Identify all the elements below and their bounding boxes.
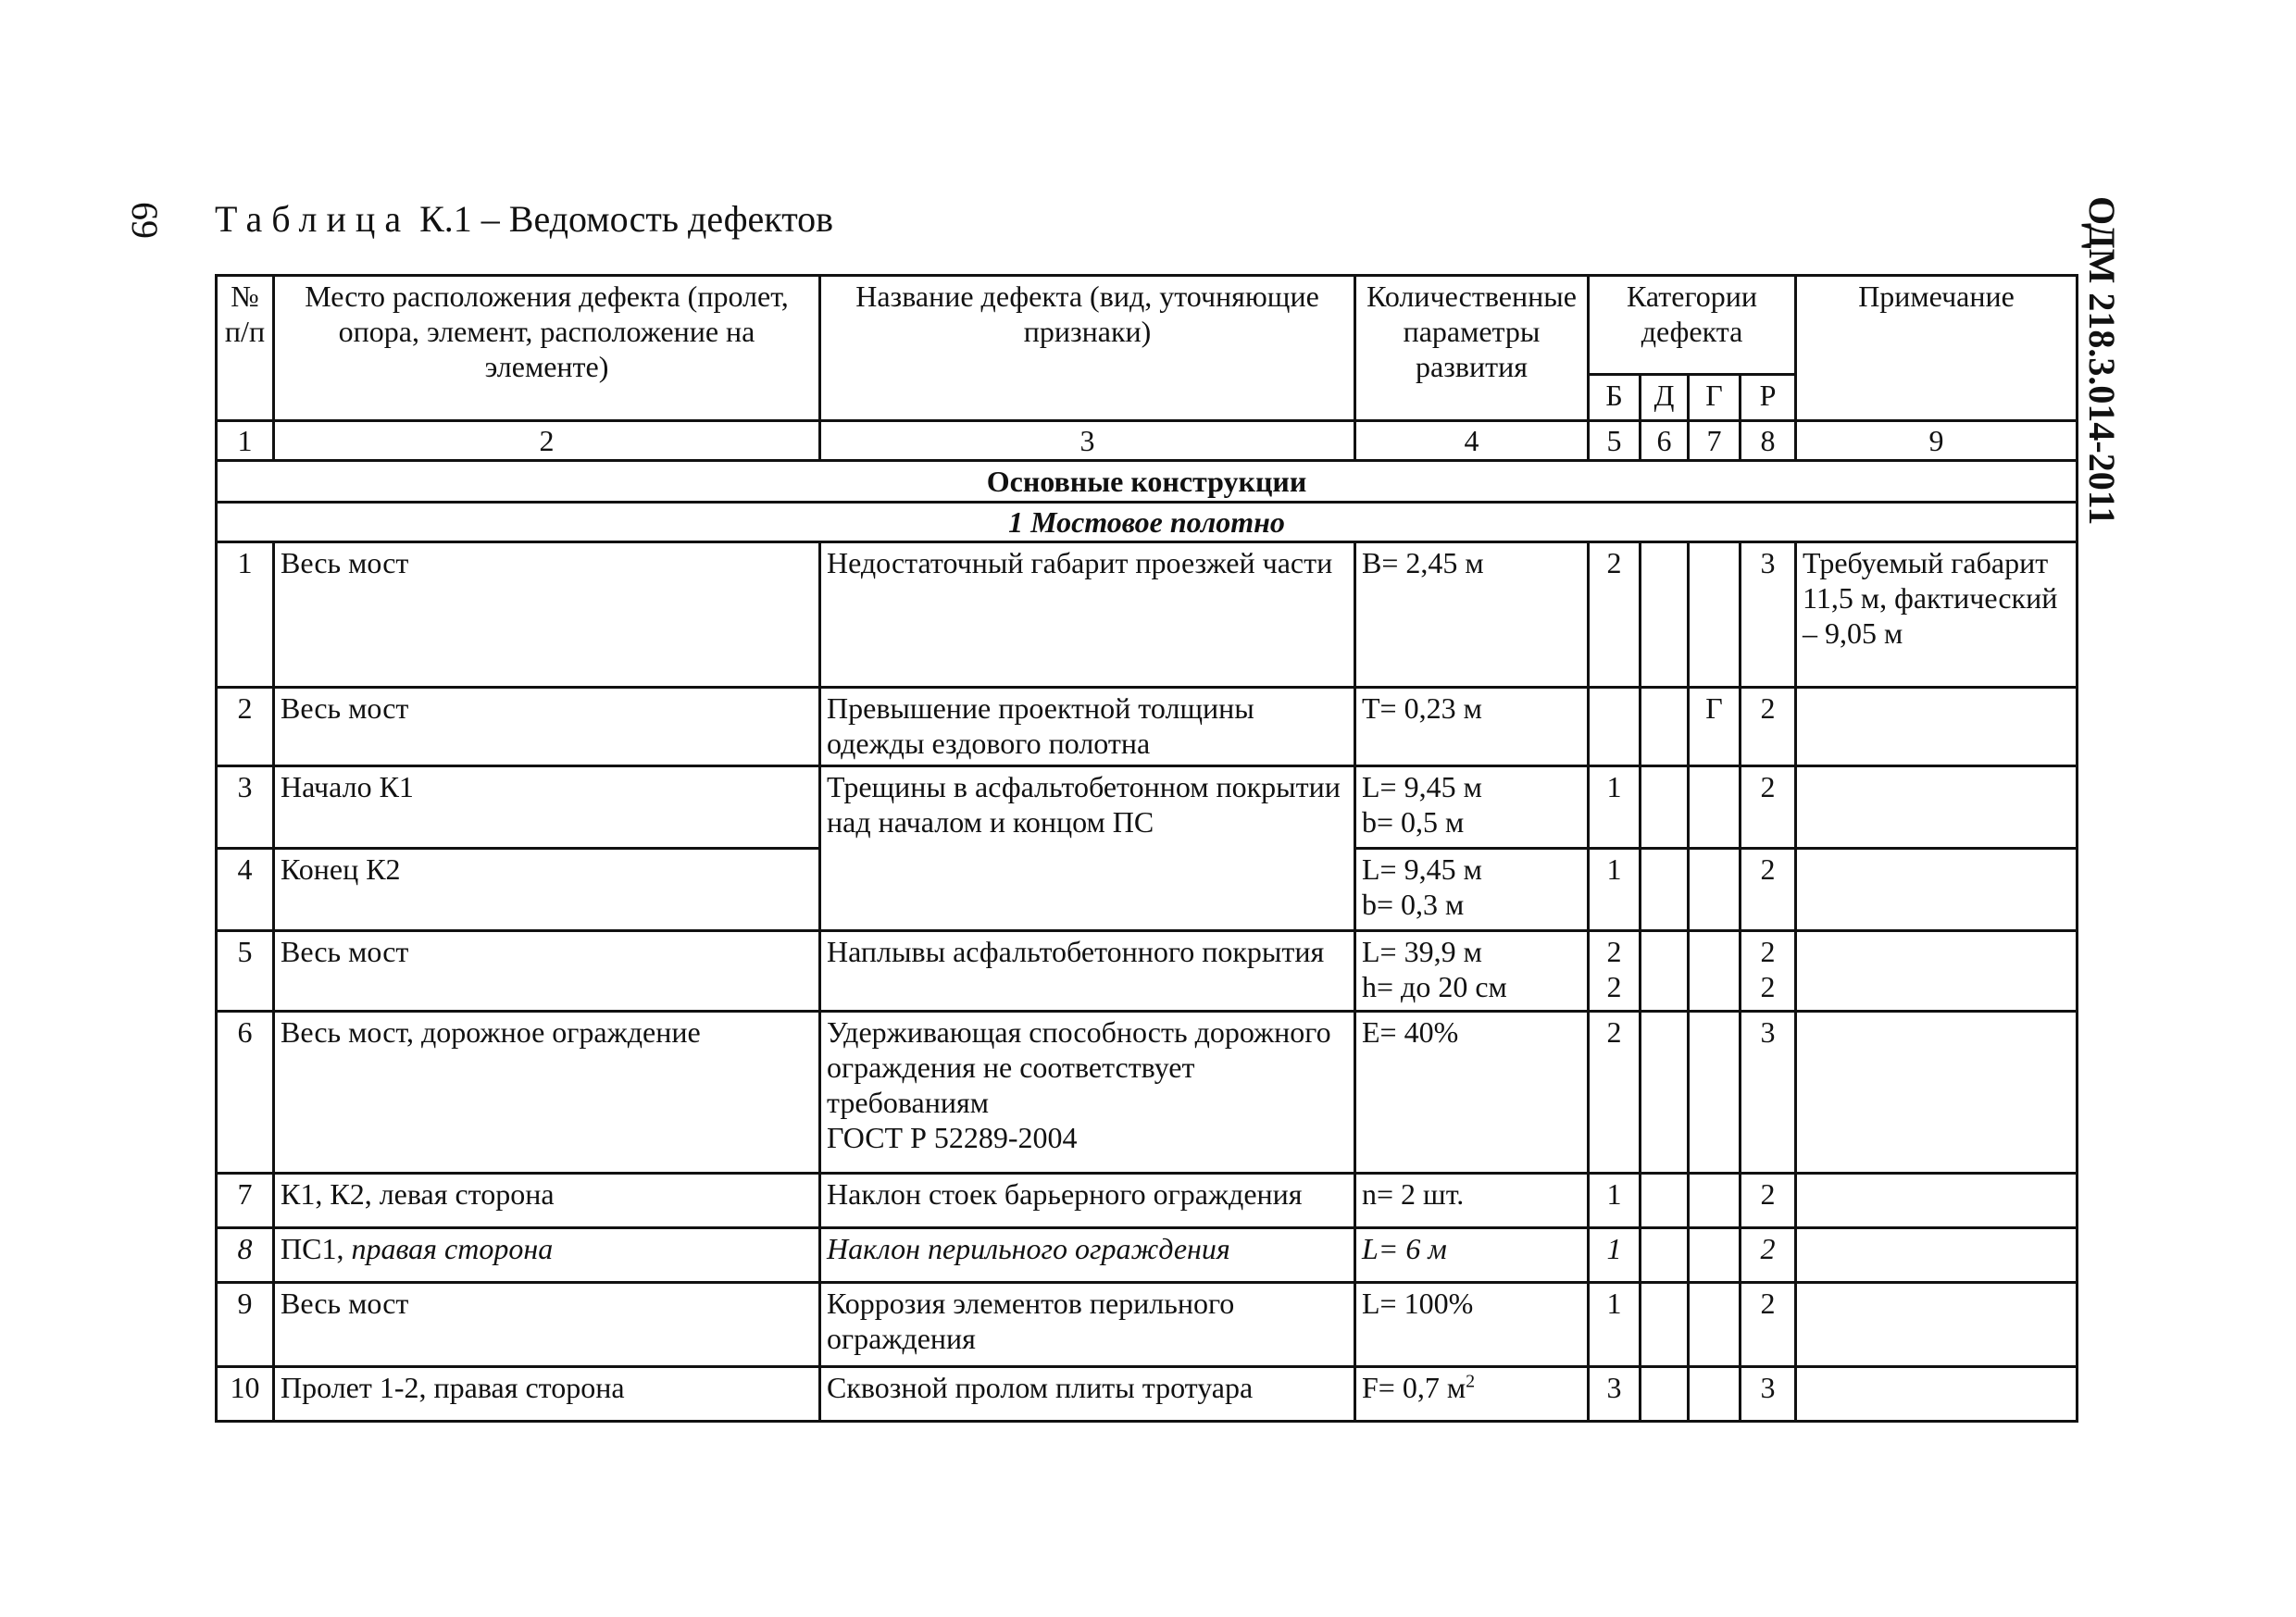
col-number: 9 [1796,421,2078,461]
row-notes [1796,1283,2078,1367]
table-row [217,1174,2078,1228]
row-cat-g [1689,542,1741,688]
row-location-part: правая сторона [351,1232,554,1265]
header-name: Название дефекта (вид, уточняющие признаки) [820,276,1355,421]
row-param-line: b= 0,3 м [1362,888,1465,921]
row-params [1355,849,1589,931]
row-cat-d [1641,766,1689,849]
row-defect-standard: ГОСТ Р 52289-2004 [827,1121,1078,1154]
col-number: 1 [217,421,274,461]
col-number: 4 [1355,421,1589,461]
row-cat-d [1641,1012,1689,1174]
row-cat-g [1689,1283,1741,1367]
row-cat-b: 1 [1589,1174,1641,1228]
row-cat-r [1741,931,1796,1012]
header-cat-r: Р [1741,375,1796,421]
row-cat-line: 2 [1760,935,1776,968]
row-cat-d [1641,849,1689,931]
row-cat-g [1689,1174,1741,1228]
header-no: № п/п [217,276,274,421]
row-cat-g: Г [1689,688,1741,766]
row-cat-g [1689,766,1741,849]
row-notes [1796,766,2078,849]
row-param-line: h= до 20 см [1362,970,1507,1003]
row-cat-b: 1 [1589,849,1641,931]
row-location: Начало К1 [274,766,820,849]
row-cat-r: 2 [1741,766,1796,849]
table-row [217,542,2078,688]
row-notes [1796,849,2078,931]
row-cat-d [1641,1174,1689,1228]
row-defect-name: Коррозия элементов перильного ограждения [820,1283,1355,1367]
document-code: ОДМ 218.3.014-2011 [2081,196,2123,526]
row-cat-r: 2 [1741,1174,1796,1228]
row-cat-g [1689,1228,1741,1283]
row-no: 8 [217,1228,274,1283]
header-location: Место расположения дефекта (пролет, опора, элемент, расположение на элементе) [274,276,820,421]
row-location: Весь мост [274,542,820,688]
row-param-line: L= 39,9 м [1362,935,1482,968]
table-title-lead: Таблица [215,198,411,240]
row-cat-d [1641,688,1689,766]
row-location: Конец К2 [274,849,820,931]
row-location [274,1228,820,1283]
row-no: 4 [217,849,274,931]
row-notes [1796,688,2078,766]
row-param-superscript: 2 [1466,1371,1476,1392]
row-params: n= 2 шт. [1355,1174,1589,1228]
row-cat-b: 2 [1589,542,1641,688]
row-location: Весь мост [274,1283,820,1367]
row-cat-d [1641,542,1689,688]
row-cat-g [1689,1012,1741,1174]
table-row [217,766,2078,849]
row-params: L= 6 м [1355,1228,1589,1283]
row-cat-g [1689,931,1741,1012]
row-cat-b [1589,931,1641,1012]
col-number: 7 [1689,421,1741,461]
col-number: 8 [1741,421,1796,461]
header-categories: Категории дефекта [1589,276,1796,375]
row-location-part: ПС1, [281,1232,352,1265]
row-location: К1, К2, левая сторона [274,1174,820,1228]
row-param-value: F= 0,7 м [1362,1371,1466,1404]
column-numbers-row [217,421,2078,461]
row-defect-name: Наклон стоек барьерного ограждения [820,1174,1355,1228]
row-cat-b: 3 [1589,1367,1641,1422]
row-cat-r: 2 [1741,688,1796,766]
row-cat-r: 2 [1741,849,1796,931]
row-param-line: L= 9,45 м [1362,852,1482,886]
row-cat-line: 2 [1760,970,1776,1003]
row-location: Весь мост [274,688,820,766]
row-cat-r: 2 [1741,1283,1796,1367]
row-params: B= 2,45 м [1355,542,1589,688]
row-no: 6 [217,1012,274,1174]
row-cat-b: 2 [1589,1012,1641,1174]
section-title: Основные конструкции [217,461,2078,503]
row-location: Весь мост, дорожное ограждение [274,1012,820,1174]
row-no: 9 [217,1283,274,1367]
row-cat-b [1589,688,1641,766]
row-no: 1 [217,542,274,688]
subsection-title: 1 Мостовое полотно [217,503,2078,542]
header-cat-b: Б [1589,375,1641,421]
row-defect-name: Превышение проектной толщины одежды ездового полотна [820,688,1355,766]
row-defect-name [820,1012,1355,1174]
table-title [215,196,833,243]
header-params: Количественные параметры развития [1355,276,1589,421]
row-params: L= 100% [1355,1283,1589,1367]
table-row [217,1228,2078,1283]
row-params [1355,1367,1589,1422]
row-param-line: L= 9,45 м [1362,770,1482,803]
defects-table [215,274,2078,1423]
table-title-rest: К.1 – Ведомость дефектов [419,198,834,240]
row-cat-d [1641,1367,1689,1422]
header-notes: Примечание [1796,276,2078,421]
row-param-line: b= 0,5 м [1362,805,1465,839]
row-no: 3 [217,766,274,849]
col-number: 3 [820,421,1355,461]
row-notes [1796,1174,2078,1228]
table-row [217,1283,2078,1367]
row-defect-name: Наплывы асфальтобетонного покрытия [820,931,1355,1012]
row-location: Пролет 1-2, правая сторона [274,1367,820,1422]
row-params [1355,931,1589,1012]
row-cat-g [1689,1367,1741,1422]
row-cat-d [1641,1283,1689,1367]
row-no: 10 [217,1367,274,1422]
table-row [217,1367,2078,1422]
row-no: 7 [217,1174,274,1228]
row-location: Весь мост [274,931,820,1012]
header-row [217,276,2078,375]
row-cat-b: 1 [1589,1283,1641,1367]
col-number: 2 [274,421,820,461]
row-defect-name: Наклон перильного ограждения [820,1228,1355,1283]
header-cat-d: Д [1641,375,1689,421]
row-cat-r: 3 [1741,542,1796,688]
row-notes [1796,931,2078,1012]
subsection-row [217,503,2078,542]
row-notes [1796,1228,2078,1283]
row-no: 5 [217,931,274,1012]
col-number: 6 [1641,421,1689,461]
row-defect-name-text: Удерживающая способность дорожного ограждения не соответствует требованиям [827,1015,1331,1119]
row-cat-line: 2 [1606,970,1622,1003]
row-no: 2 [217,688,274,766]
page-number: 69 [124,202,166,239]
header-cat-g: Г [1689,375,1741,421]
row-cat-r: 2 [1741,1228,1796,1283]
row-cat-b: 1 [1589,766,1641,849]
row-cat-g [1689,849,1741,931]
table-row [217,688,2078,766]
row-cat-r: 3 [1741,1367,1796,1422]
row-defect-name: Трещины в асфальтобетонном покрытии над началом и концом ПС [820,766,1355,931]
row-notes: Требуемый габарит 11,5 м, фактический – 9,05 м [1796,542,2078,688]
row-notes [1796,1367,2078,1422]
row-cat-r: 3 [1741,1012,1796,1174]
table-row [217,931,2078,1012]
row-notes [1796,1012,2078,1174]
row-params: E= 40% [1355,1012,1589,1174]
row-cat-d [1641,931,1689,1012]
col-number: 5 [1589,421,1641,461]
table-row [217,1012,2078,1174]
row-cat-line: 2 [1606,935,1622,968]
row-cat-d [1641,1228,1689,1283]
section-row [217,461,2078,503]
row-defect-name: Недостаточный габарит проезжей части [820,542,1355,688]
row-params: T= 0,23 м [1355,688,1589,766]
row-cat-b: 1 [1589,1228,1641,1283]
row-params [1355,766,1589,849]
row-defect-name: Сквозной пролом плиты тротуара [820,1367,1355,1422]
